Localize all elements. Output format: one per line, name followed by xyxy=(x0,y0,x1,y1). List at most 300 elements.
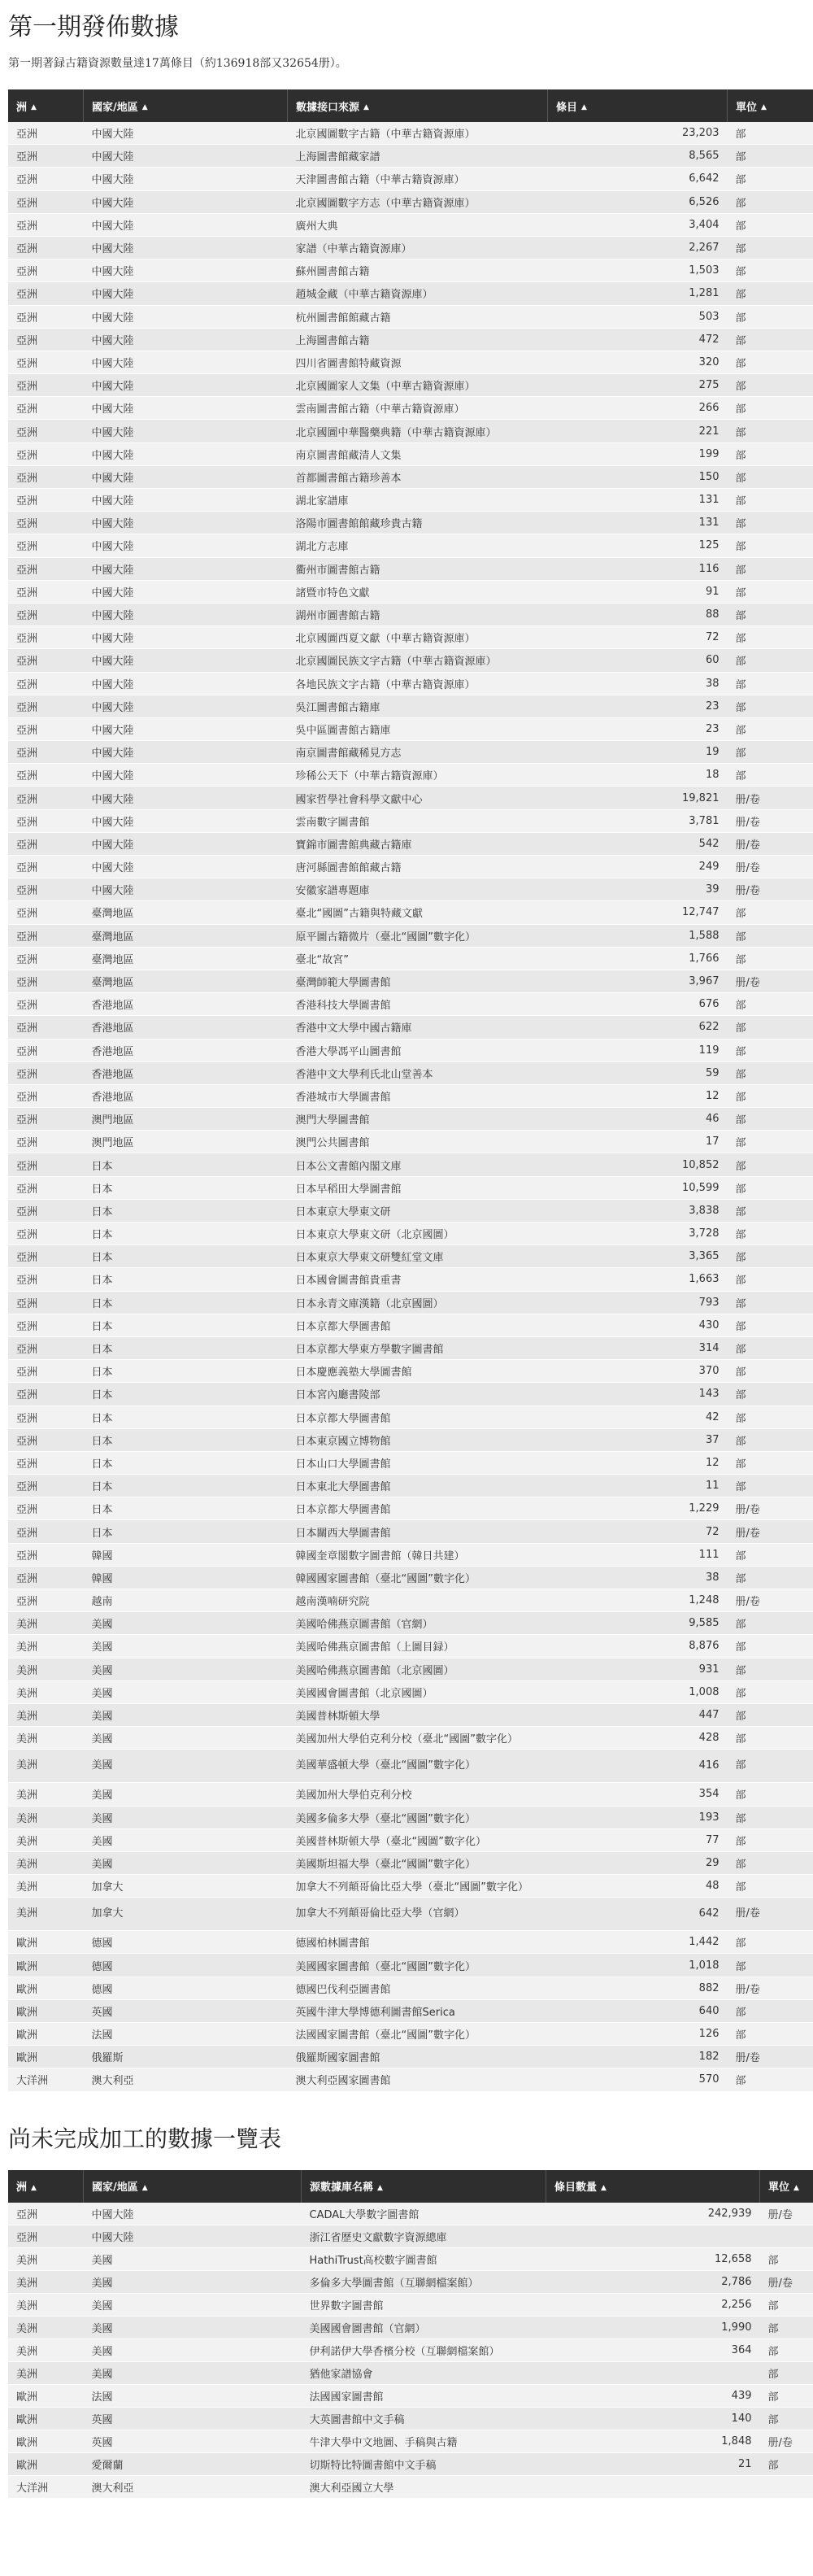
cell-region: 日本 xyxy=(84,1176,288,1199)
cell-unit: 部 xyxy=(728,2023,813,2046)
table-row xyxy=(8,1383,813,1406)
cell-region: 中國大陸 xyxy=(84,809,288,832)
cell-region: 美國 xyxy=(84,1680,288,1703)
cell-source: 臺北“故宮” xyxy=(288,947,548,970)
cell-region: 中國大陸 xyxy=(84,2203,302,2225)
cell-source: 杭州圖書館館藏古籍 xyxy=(288,305,548,328)
cell-source: 原平圖古籍微片（臺北“國圖”數字化） xyxy=(288,924,548,947)
column-header-unit[interactable] xyxy=(760,2170,813,2203)
cell-continent: 美洲 xyxy=(8,1612,84,1635)
cell-continent: 亞洲 xyxy=(8,190,84,213)
cell-region: 臺灣地區 xyxy=(84,970,288,992)
table-row xyxy=(8,2384,813,2407)
cell-unit: 部 xyxy=(728,1931,813,1954)
cell-count: 131 xyxy=(548,512,728,534)
cell-unit: 部 xyxy=(728,1851,813,1874)
cell-continent: 歐洲 xyxy=(8,1931,84,1954)
sort-arrow-icon: ▲ xyxy=(581,103,587,111)
cell-unit: 部 xyxy=(728,1406,813,1428)
table-row xyxy=(8,993,813,1016)
cell-source: 南京圖書館藏稀見方志 xyxy=(288,741,548,764)
cell-source: 北京國圖家人文集（中華古籍資源庫） xyxy=(288,374,548,397)
cell-unit: 部 xyxy=(728,901,813,924)
cell-source: 澳大利亞國家圖書館 xyxy=(288,2068,548,2091)
cell-count: 9,585 xyxy=(548,1612,728,1635)
cell-unit: 部 xyxy=(728,1451,813,1474)
cell-region: 中國大陸 xyxy=(84,259,288,282)
cell-source: 韓國國家圖書館（臺北“國圖”數字化） xyxy=(288,1566,548,1589)
cell-source: 北京國圖民族文字古籍（中華古籍資源庫） xyxy=(288,649,548,672)
cell-count: 6,526 xyxy=(548,190,728,213)
cell-region: 日本 xyxy=(84,1406,288,1428)
cell-unit: 部 xyxy=(728,1131,813,1153)
cell-source: 寶錦市圖書館典藏古籍庫 xyxy=(288,832,548,855)
cell-continent: 亞洲 xyxy=(8,924,84,947)
table-row xyxy=(8,1520,813,1543)
cell-continent: 亞洲 xyxy=(8,1291,84,1314)
cell-continent: 亞洲 xyxy=(8,282,84,305)
cell-count: 119 xyxy=(548,1039,728,1061)
published-data-table xyxy=(8,89,813,2092)
cell-continent: 歐洲 xyxy=(8,2430,84,2452)
column-header-label: 國家/地區 xyxy=(92,101,138,114)
table-row xyxy=(8,1131,813,1153)
table-row xyxy=(8,374,813,397)
column-header-continent[interactable] xyxy=(8,89,84,122)
cell-unit: 部 xyxy=(728,1061,813,1084)
section-title-pending: 尚未完成加工的數據一覽表 xyxy=(8,2125,282,2152)
cell-source: 日本永青文庫漢籍（北京國圖） xyxy=(288,1291,548,1314)
cell-source: 德國柏林圖書館 xyxy=(288,1931,548,1954)
cell-unit: 部 xyxy=(728,1223,813,1245)
cell-continent: 亞洲 xyxy=(8,672,84,695)
cell-count: 3,967 xyxy=(548,970,728,992)
cell-source: 衢州市圖書館古籍 xyxy=(288,557,548,580)
cell-region: 中國大陸 xyxy=(84,420,288,442)
cell-continent: 歐洲 xyxy=(8,1954,84,1977)
cell-source: 切斯特比特圖書館中文手稿 xyxy=(302,2452,546,2475)
column-header-region[interactable] xyxy=(84,2170,302,2203)
cell-unit: 册/卷 xyxy=(728,832,813,855)
cell-region: 澳門地區 xyxy=(84,1131,288,1153)
cell-unit: 册/卷 xyxy=(728,970,813,992)
cell-continent: 亞洲 xyxy=(8,1131,84,1153)
cell-continent: 亞洲 xyxy=(8,626,84,649)
cell-source: 美國加州大學伯克利分校（臺北“國圖”數字化） xyxy=(288,1727,548,1750)
cell-count: 221 xyxy=(548,420,728,442)
table-row xyxy=(8,168,813,190)
table-row xyxy=(8,1084,813,1107)
table-row xyxy=(8,1360,813,1383)
table-row xyxy=(8,603,813,625)
cell-source: 美國國會圖書館（官網） xyxy=(302,2316,546,2338)
cell-region: 美國 xyxy=(84,2316,302,2338)
table-row xyxy=(8,787,813,809)
cell-count: 428 xyxy=(548,1727,728,1750)
cell-region: 美國 xyxy=(84,1806,288,1828)
cell-count: 23,203 xyxy=(548,122,728,145)
cell-region: 俄羅斯 xyxy=(84,2046,288,2068)
cell-region: 日本 xyxy=(84,1245,288,1268)
table-row xyxy=(8,2407,813,2430)
cell-region: 中國大陸 xyxy=(84,305,288,328)
cell-count: 10,599 xyxy=(548,1176,728,1199)
sort-arrow-icon: ▲ xyxy=(31,2183,37,2192)
cell-continent: 美洲 xyxy=(8,1658,84,1680)
cell-continent: 大洋洲 xyxy=(8,2475,84,2498)
cell-source: 吳江圖書館古籍庫 xyxy=(288,695,548,717)
cell-unit: 册/卷 xyxy=(728,856,813,878)
cell-source: 香港大學馮平山圖書館 xyxy=(288,1039,548,1061)
table-row xyxy=(8,832,813,855)
cell-continent: 亞洲 xyxy=(8,1176,84,1199)
column-header-label: 單位 xyxy=(736,101,758,114)
cell-unit: 部 xyxy=(728,1954,813,1977)
cell-source: 日本東北大學圖書館 xyxy=(288,1475,548,1497)
cell-unit: 部 xyxy=(728,1314,813,1336)
cell-unit: 部 xyxy=(760,2361,813,2384)
table-row xyxy=(8,626,813,649)
cell-continent: 亞洲 xyxy=(8,1016,84,1039)
cell-source: 天津圖書館古籍（中華古籍資源庫） xyxy=(288,168,548,190)
cell-region: 中國大陸 xyxy=(84,465,288,488)
cell-unit: 部 xyxy=(728,328,813,351)
page-content xyxy=(8,0,805,2499)
cell-region: 中國大陸 xyxy=(84,764,288,787)
cell-unit: 部 xyxy=(728,1806,813,1828)
table-row xyxy=(8,2270,813,2293)
cell-unit: 部 xyxy=(728,489,813,512)
cell-count: 1,848 xyxy=(546,2430,760,2452)
cell-count: 430 xyxy=(548,1314,728,1336)
cell-unit: 部 xyxy=(728,442,813,465)
table-row xyxy=(8,1828,813,1851)
cell-count: 11 xyxy=(548,1475,728,1497)
cell-region: 美國 xyxy=(84,2247,302,2270)
cell-region: 德國 xyxy=(84,1954,288,1977)
cell-continent: 美洲 xyxy=(8,1635,84,1658)
cell-continent: 美洲 xyxy=(8,2293,84,2316)
column-header-continent[interactable] xyxy=(8,2170,84,2203)
cell-region: 中國大陸 xyxy=(84,649,288,672)
cell-count: 150 xyxy=(548,465,728,488)
cell-count: 1,766 xyxy=(548,947,728,970)
cell-source: 雲南圖書館古籍（中華古籍資源庫） xyxy=(288,397,548,420)
cell-count: 3,728 xyxy=(548,1223,728,1245)
cell-count: 472 xyxy=(548,328,728,351)
cell-unit: 部 xyxy=(728,168,813,190)
table-row xyxy=(8,1543,813,1566)
cell-continent: 美洲 xyxy=(8,1806,84,1828)
cell-count: 46 xyxy=(548,1108,728,1131)
cell-unit: 部 xyxy=(728,1475,813,1497)
cell-source: 美國普林斯頓大學 xyxy=(288,1703,548,1726)
cell-source: 日本關西大學圖書館 xyxy=(288,1520,548,1543)
cell-continent: 美洲 xyxy=(8,1851,84,1874)
table-row xyxy=(8,1223,813,1245)
cell-count: 143 xyxy=(548,1383,728,1406)
cell-count: 116 xyxy=(548,557,728,580)
cell-region: 香港地區 xyxy=(84,1016,288,1039)
cell-continent: 亞洲 xyxy=(8,420,84,442)
cell-unit: 册/卷 xyxy=(728,1520,813,1543)
cell-region: 中國大陸 xyxy=(84,2225,302,2247)
cell-continent: 亞洲 xyxy=(8,695,84,717)
cell-count: 125 xyxy=(548,534,728,557)
cell-unit: 部 xyxy=(728,626,813,649)
cell-source: 美國加州大學伯克利分校 xyxy=(288,1783,548,1806)
cell-count xyxy=(546,2225,760,2247)
cell-count: 3,781 xyxy=(548,809,728,832)
cell-region: 德國 xyxy=(84,1931,288,1954)
cell-count: 19,821 xyxy=(548,787,728,809)
column-header-region[interactable] xyxy=(84,89,288,122)
cell-continent: 美洲 xyxy=(8,1680,84,1703)
cell-source: 香港科技大學圖書館 xyxy=(288,993,548,1016)
column-header-label: 條目數量 xyxy=(554,2182,598,2195)
cell-region: 香港地區 xyxy=(84,1039,288,1061)
cell-source: 臺灣師範大學圖書館 xyxy=(288,970,548,992)
cell-source: 趙城金藏（中華古籍資源庫） xyxy=(288,282,548,305)
cell-region: 臺灣地區 xyxy=(84,947,288,970)
cell-continent: 亞洲 xyxy=(8,328,84,351)
cell-unit: 部 xyxy=(728,512,813,534)
cell-continent: 美洲 xyxy=(8,2361,84,2384)
cell-source: 各地民族文字古籍（中華古籍資源庫） xyxy=(288,672,548,695)
cell-unit: 部 xyxy=(728,993,813,1016)
cell-unit: 部 xyxy=(728,305,813,328)
column-header-label: 源數據庫名稱 xyxy=(310,2182,374,2195)
cell-source: 日本公文書館內閣文庫 xyxy=(288,1153,548,1176)
cell-count: 1,588 xyxy=(548,924,728,947)
cell-source: 美國華盛頓大學（臺北“國圖”數字化） xyxy=(288,1750,548,1783)
cell-unit: 部 xyxy=(728,1680,813,1703)
cell-unit: 部 xyxy=(728,1750,813,1783)
cell-unit: 部 xyxy=(728,1543,813,1566)
cell-continent: 亞洲 xyxy=(8,970,84,992)
cell-source: 湖北方志庫 xyxy=(288,534,548,557)
cell-continent: 亞洲 xyxy=(8,764,84,787)
cell-unit: 部 xyxy=(728,1245,813,1268)
cell-region: 美國 xyxy=(84,1703,288,1726)
cell-continent: 亞洲 xyxy=(8,1268,84,1291)
cell-unit: 部 xyxy=(728,1360,813,1383)
cell-count: 10,852 xyxy=(548,1153,728,1176)
column-header-label: 洲 xyxy=(16,2182,28,2195)
cell-source: 澳門公共圖書館 xyxy=(288,1131,548,1153)
table-row xyxy=(8,1999,813,2022)
cell-region: 美國 xyxy=(84,1851,288,1874)
cell-count: 1,008 xyxy=(548,1680,728,1703)
cell-count: 12,658 xyxy=(546,2247,760,2270)
cell-unit: 部 xyxy=(728,122,813,145)
cell-source: 韓國奎章閣數字圖書館（韓日共建） xyxy=(288,1543,548,1566)
cell-region: 美國 xyxy=(84,1658,288,1680)
cell-unit xyxy=(760,2475,813,2498)
cell-source: 湖州市圖書館古籍 xyxy=(288,603,548,625)
cell-continent: 美洲 xyxy=(8,1828,84,1851)
cell-region: 香港地區 xyxy=(84,1061,288,1084)
cell-count: 2,786 xyxy=(546,2270,760,2293)
cell-count: 8,876 xyxy=(548,1635,728,1658)
cell-unit: 部 xyxy=(728,397,813,420)
cell-region: 中國大陸 xyxy=(84,328,288,351)
cell-source: 日本東京大學東文研（北京國圖） xyxy=(288,1223,548,1245)
cell-continent: 亞洲 xyxy=(8,259,84,282)
cell-source: 牛津大學中文地圖、手稿與古籍 xyxy=(302,2430,546,2452)
table-row xyxy=(8,717,813,740)
cell-source: 加拿大不列顛哥倫比亞大學（臺北“國圖”數字化） xyxy=(288,1875,548,1898)
cell-continent: 亞洲 xyxy=(8,947,84,970)
column-header-count[interactable] xyxy=(546,2170,760,2203)
cell-count: 931 xyxy=(548,1658,728,1680)
cell-unit: 部 xyxy=(728,695,813,717)
cell-continent: 亞洲 xyxy=(8,649,84,672)
cell-unit: 部 xyxy=(728,259,813,282)
cell-count xyxy=(546,2475,760,2498)
cell-source: HathiTrust高校數字圖書館 xyxy=(302,2247,546,2270)
cell-region: 日本 xyxy=(84,1268,288,1291)
table-row xyxy=(8,2430,813,2452)
cell-source: 俄羅斯國家圖書館 xyxy=(288,2046,548,2068)
cell-region: 中國大陸 xyxy=(84,672,288,695)
cell-continent: 亞洲 xyxy=(8,1589,84,1612)
cell-source: 日本東京大學東文研雙紅堂文庫 xyxy=(288,1245,548,1268)
cell-source: 國家哲學社會科學文獻中心 xyxy=(288,787,548,809)
cell-unit: 部 xyxy=(728,282,813,305)
column-header-source[interactable] xyxy=(288,89,548,122)
cell-region: 澳門地區 xyxy=(84,1108,288,1131)
cell-continent: 亞洲 xyxy=(8,1428,84,1451)
cell-source: 美國國會圖書館（北京國圖） xyxy=(288,1680,548,1703)
cell-count: 542 xyxy=(548,832,728,855)
cell-count: 1,018 xyxy=(548,1954,728,1977)
pending-data-body xyxy=(8,2203,813,2499)
cell-count: 77 xyxy=(548,1828,728,1851)
cell-continent: 亞洲 xyxy=(8,603,84,625)
cell-continent: 亞洲 xyxy=(8,534,84,557)
cell-region: 日本 xyxy=(84,1360,288,1383)
cell-continent: 亞洲 xyxy=(8,1497,84,1520)
cell-unit: 部 xyxy=(728,465,813,488)
cell-source: 伊利諾伊大學香檳分校（互聯網檔案館） xyxy=(302,2338,546,2361)
cell-region: 中國大陸 xyxy=(84,190,288,213)
table-row xyxy=(8,1451,813,1474)
column-header-count[interactable] xyxy=(548,89,728,122)
cell-region: 加拿大 xyxy=(84,1875,288,1898)
cell-count: 314 xyxy=(548,1336,728,1359)
cell-continent: 亞洲 xyxy=(8,1084,84,1107)
cell-source: 洛陽市圖書館館藏珍貴古籍 xyxy=(288,512,548,534)
cell-count: 242,939 xyxy=(546,2203,760,2225)
cell-region: 日本 xyxy=(84,1336,288,1359)
cell-count: 570 xyxy=(548,2068,728,2091)
cell-source: 安徽家譜專題庫 xyxy=(288,878,548,901)
cell-source: 美國普林斯頓大學（臺北“國圖”數字化） xyxy=(288,1828,548,1851)
cell-unit: 册/卷 xyxy=(728,787,813,809)
cell-source: 上海圖書館古籍 xyxy=(288,328,548,351)
cell-continent: 亞洲 xyxy=(8,557,84,580)
cell-unit: 部 xyxy=(728,1783,813,1806)
cell-count: 6,642 xyxy=(548,168,728,190)
cell-region: 日本 xyxy=(84,1475,288,1497)
cell-continent: 亞洲 xyxy=(8,1406,84,1428)
cell-source: 英國牛津大學博德利圖書館Serica xyxy=(288,1999,548,2022)
table-row xyxy=(8,1153,813,1176)
table-row xyxy=(8,672,813,695)
column-header-label: 單位 xyxy=(768,2182,790,2195)
cell-unit: 部 xyxy=(728,1566,813,1589)
cell-continent: 亞洲 xyxy=(8,465,84,488)
cell-continent: 亞洲 xyxy=(8,2203,84,2225)
column-header-unit[interactable] xyxy=(728,89,813,122)
cell-count: 642 xyxy=(548,1898,728,1931)
cell-continent: 亞洲 xyxy=(8,374,84,397)
table-row xyxy=(8,1314,813,1336)
cell-count: 91 xyxy=(548,580,728,603)
table-row xyxy=(8,1475,813,1497)
cell-unit: 部 xyxy=(728,1612,813,1635)
cell-source: 家譜（中華古籍資源庫） xyxy=(288,236,548,259)
cell-continent: 美洲 xyxy=(8,1703,84,1726)
cell-region: 英國 xyxy=(84,2407,302,2430)
cell-count: 23 xyxy=(548,717,728,740)
table-row xyxy=(8,1680,813,1703)
cell-count: 266 xyxy=(548,397,728,420)
sort-arrow-icon: ▲ xyxy=(141,103,148,111)
column-header-database[interactable] xyxy=(302,2170,546,2203)
column-header-label: 國家/地區 xyxy=(92,2182,138,2195)
cell-region: 日本 xyxy=(84,1497,288,1520)
page-subtitle: 第一期著録古籍資源數量達17萬條目（約136918部又32654册）。 xyxy=(8,57,347,70)
cell-source: 唐河縣圖書館館藏古籍 xyxy=(288,856,548,878)
cell-unit: 册/卷 xyxy=(760,2270,813,2293)
cell-count: 38 xyxy=(548,672,728,695)
cell-region: 中國大陸 xyxy=(84,717,288,740)
table-row xyxy=(8,1954,813,1977)
cell-region: 日本 xyxy=(84,1199,288,1222)
cell-region: 香港地區 xyxy=(84,993,288,1016)
cell-unit: 部 xyxy=(728,741,813,764)
table-row xyxy=(8,1703,813,1726)
cell-region: 中國大陸 xyxy=(84,741,288,764)
table-row xyxy=(8,2475,813,2498)
table-row xyxy=(8,1658,813,1680)
cell-source: 美國哈佛燕京圖書館（北京國圖） xyxy=(288,1658,548,1680)
cell-count: 126 xyxy=(548,2023,728,2046)
table-row xyxy=(8,145,813,168)
cell-source: 日本山口大學圖書館 xyxy=(288,1451,548,1474)
column-header-label: 數據接口來源 xyxy=(296,101,360,114)
table-row xyxy=(8,2452,813,2475)
table-row xyxy=(8,557,813,580)
cell-continent: 亞洲 xyxy=(8,1039,84,1061)
cell-source: 南京圖書館藏清人文集 xyxy=(288,442,548,465)
cell-source: 日本京都大學圖書館 xyxy=(288,1406,548,1428)
table-row xyxy=(8,2023,813,2046)
cell-region: 美國 xyxy=(84,2361,302,2384)
cell-continent: 美洲 xyxy=(8,2270,84,2293)
sort-arrow-icon: ▲ xyxy=(377,2183,383,2192)
cell-unit: 部 xyxy=(728,1108,813,1131)
cell-count: 111 xyxy=(548,1543,728,1566)
cell-unit: 部 xyxy=(728,1291,813,1314)
cell-unit: 部 xyxy=(728,717,813,740)
sort-arrow-icon: ▲ xyxy=(31,103,37,111)
cell-continent: 亞洲 xyxy=(8,305,84,328)
cell-source: 美國斯坦福大學（臺北“國圖”數字化） xyxy=(288,1851,548,1874)
cell-source: 諸暨市特色文獻 xyxy=(288,580,548,603)
